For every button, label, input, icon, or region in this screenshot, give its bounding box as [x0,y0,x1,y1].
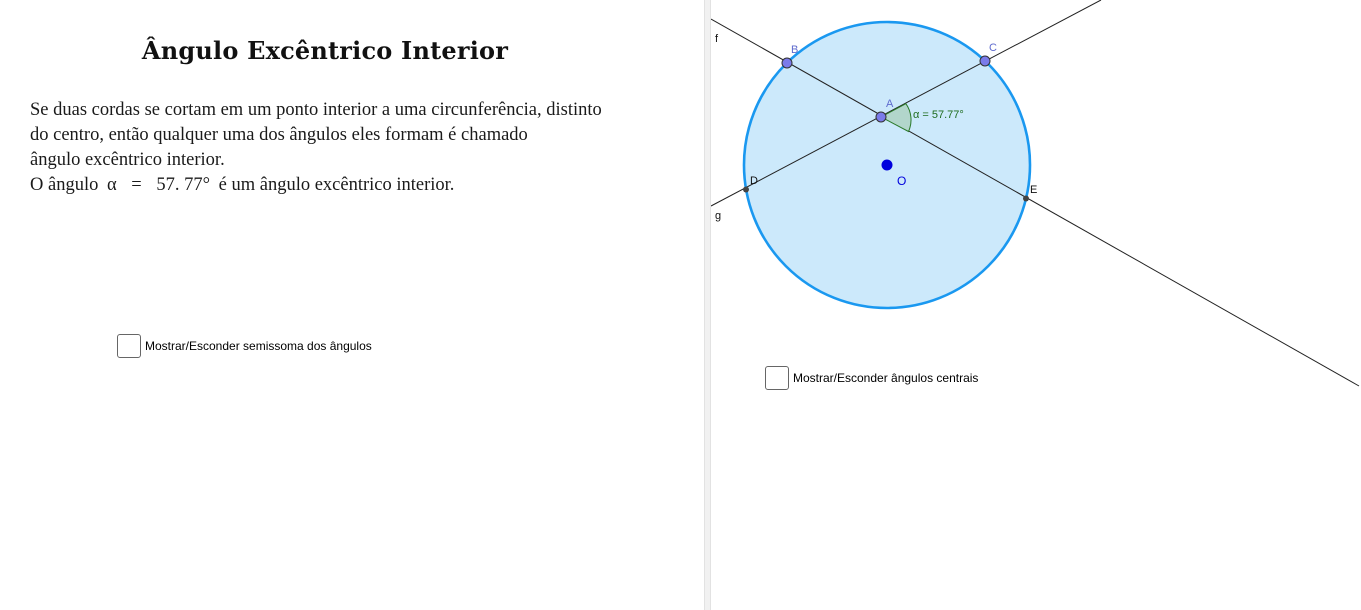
semissoma-checkbox-label: Mostrar/Esconder semissoma dos ângulos [145,339,372,353]
alpha-symbol: α [106,175,117,195]
center-point-O[interactable] [882,160,893,171]
angle-alpha-label: α = 57.77° [913,109,964,121]
description-line-4 [30,173,690,198]
description-line-2: do centro, então qualquer uma dos ângulos eles formam é chamado [30,125,528,145]
description-line-3: ângulo excêntrico interior. [30,150,225,170]
central-angles-checkbox-label: Mostrar/Esconder ângulos centrais [793,371,979,385]
line-f-label: f [715,33,719,45]
semissoma-toggle[interactable] [117,334,372,358]
point-A-label: A [886,98,894,110]
graphics-view[interactable] [711,0,1361,610]
central-angles-toggle[interactable] [765,366,978,390]
central-angles-checkbox[interactable] [765,366,789,390]
point-D[interactable] [743,187,749,193]
description [30,98,690,198]
panel-splitter[interactable] [704,0,711,610]
point-A[interactable] [876,112,886,122]
point-B-label: B [791,44,799,56]
point-B[interactable] [782,58,792,68]
line-g-label: g [715,210,722,222]
equals-sign: = [131,175,142,195]
point-E-label: E [1030,184,1038,196]
angle-sentence-prefix: O ângulo [30,175,99,195]
point-C[interactable] [980,56,990,66]
point-D-label: D [750,175,758,187]
geometry-canvas[interactable] [711,0,1361,610]
point-E[interactable] [1023,196,1029,202]
page-title: Ângulo Excêntrico Interior [141,36,509,65]
center-point-O-label: O [897,174,907,188]
point-C-label: C [989,42,997,54]
angle-sentence-suffix: é um ângulo excêntrico interior. [218,175,455,195]
semissoma-checkbox[interactable] [117,334,141,358]
description-line-1: Se duas cordas se cortam em um ponto interior a uma circunferência, distinto [30,100,602,120]
alpha-value: 57. 77° [156,175,211,195]
